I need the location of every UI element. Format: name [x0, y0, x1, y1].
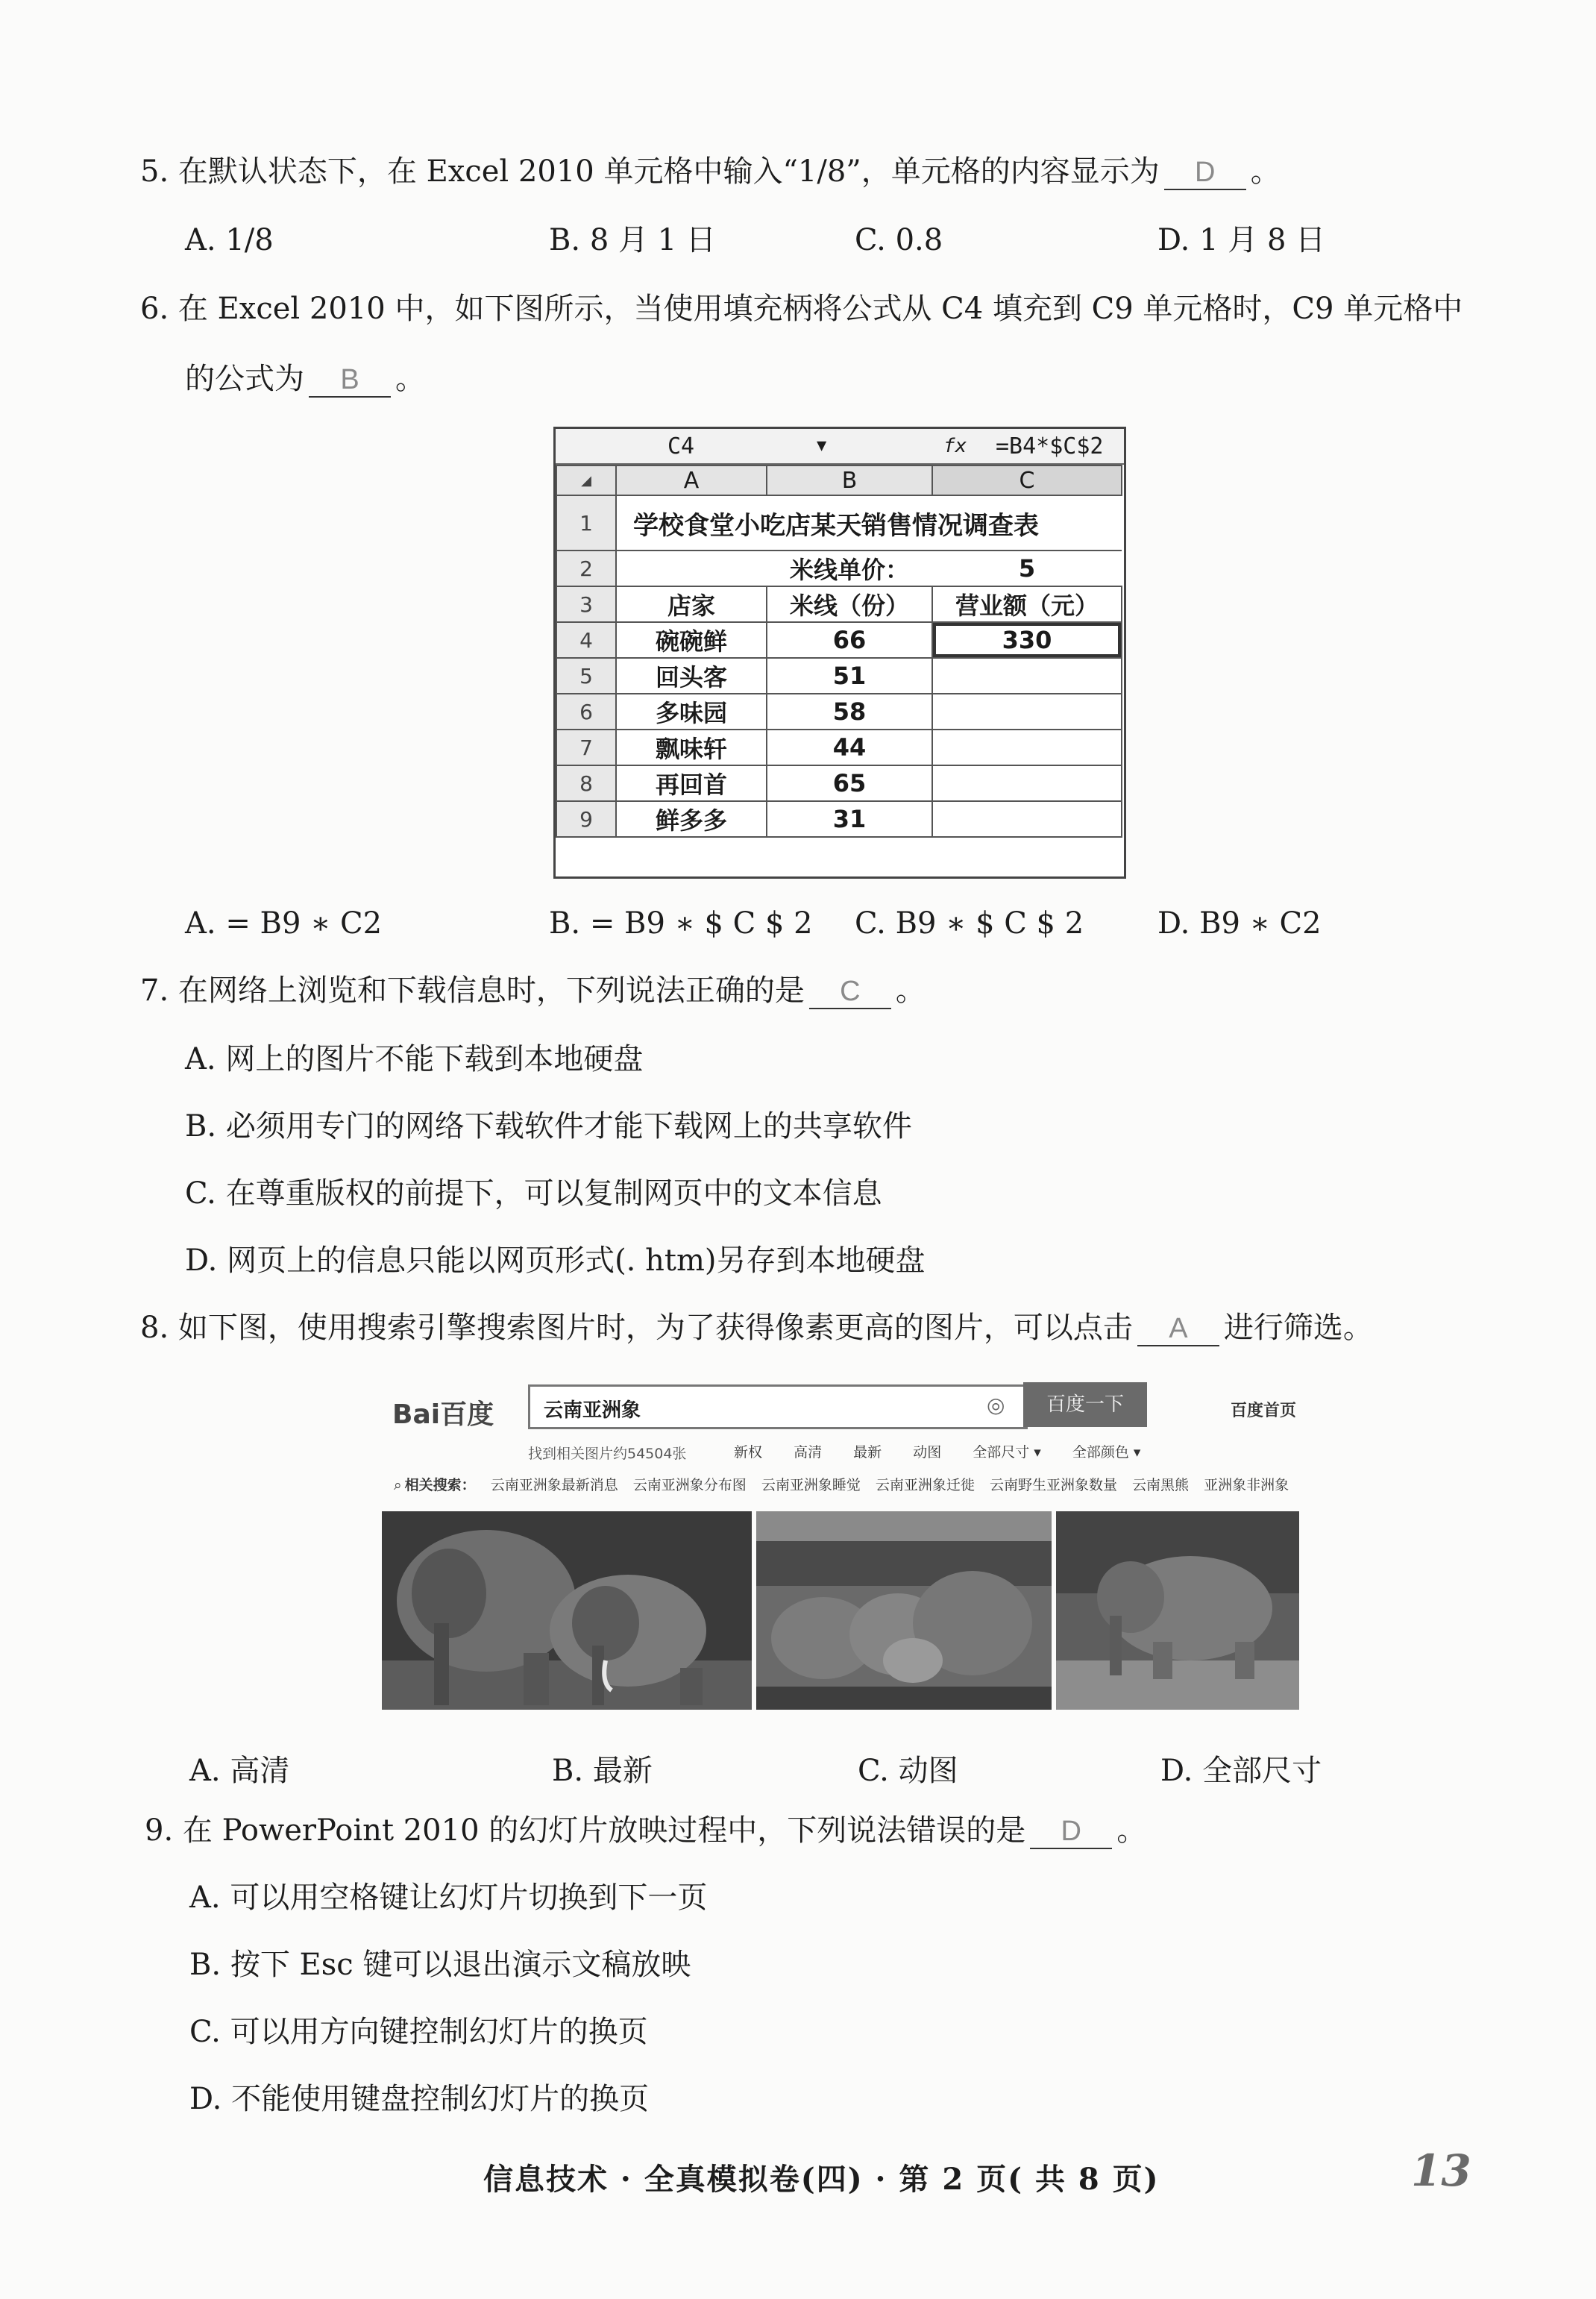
filter-bar [734, 1441, 1167, 1461]
related-link[interactable]: 云南亚洲象迁徙 [875, 1477, 975, 1493]
formula-bar [556, 429, 1124, 465]
option-c: C. 0.8 [855, 223, 943, 257]
punct: 。 [1116, 1813, 1147, 1848]
revenue-cell [932, 730, 1122, 765]
shop-cell: 鲜多多 [616, 801, 767, 837]
filter-latest[interactable]: 最新 [853, 1444, 882, 1461]
option-a: A. 网上的图片不能下载到本地硬盘 [185, 1042, 644, 1076]
col-header-c: C [932, 465, 1122, 495]
related-searches [394, 1474, 1299, 1494]
header-cell: 店家 [616, 586, 767, 622]
camera-icon[interactable]: ◎ [987, 1393, 1005, 1417]
answer-blank: D [1030, 1815, 1112, 1849]
excel-screenshot [553, 427, 1126, 879]
question-text: 的公式为 [185, 362, 304, 396]
search-query: 云南亚洲象 [544, 1399, 641, 1422]
search-button[interactable]: 百度一下 [1023, 1382, 1147, 1427]
punct: 。 [895, 973, 926, 1008]
option-a: A. 1/8 [185, 223, 274, 257]
question-number: 9. [145, 1813, 174, 1848]
question-number: 6. [140, 292, 169, 326]
shop-cell: 碗碗鲜 [616, 622, 767, 658]
shop-cell: 回头客 [616, 658, 767, 694]
option-d: D. 不能使用键盘控制幻灯片的换页 [189, 2082, 650, 2116]
option-b: B. 8 月 1 日 [549, 223, 716, 257]
option-d: D. B9 ∗ C2 [1157, 906, 1322, 941]
question-8 [140, 1308, 1373, 1347]
question-text: 如下图，使用搜索引擎搜索图片时，为了获得像素更高的图片，可以点击 [177, 1311, 1133, 1345]
filter-hd[interactable]: 高清 [794, 1444, 823, 1461]
home-link[interactable]: 百度首页 [1231, 1402, 1297, 1420]
filter-copyright[interactable]: 新权 [734, 1444, 763, 1461]
row-number: 1 [556, 495, 616, 551]
spreadsheet-grid [556, 465, 1122, 838]
elephant-photo-3[interactable] [1056, 1511, 1299, 1710]
related-link[interactable]: 云南黑熊 [1132, 1477, 1190, 1493]
question-number: 7. [140, 973, 169, 1008]
question-6 [140, 289, 1463, 328]
revenue-cell [932, 658, 1122, 694]
option-b: B. 按下 Esc 键可以退出演示文稿放映 [189, 1948, 691, 1982]
count-cell: 51 [767, 658, 932, 694]
formula-text: =B4*$C$2 [996, 433, 1104, 460]
row-number: 2 [556, 551, 616, 586]
answer-blank: D [1164, 156, 1246, 190]
option-b: B. 最新 [552, 1754, 653, 1788]
elephant-photo-1[interactable] [382, 1511, 752, 1710]
question-text: 在网络上浏览和下载信息时，下列说法正确的是 [177, 973, 805, 1008]
page-number: 13 [1411, 2145, 1471, 2196]
question-6-line2 [185, 360, 425, 398]
count-cell: 44 [767, 730, 932, 765]
revenue-cell [932, 801, 1122, 837]
option-a: A. = B9 ∗ C2 [185, 906, 383, 941]
revenue-cell-selected: 330 [932, 622, 1122, 658]
question-7 [140, 971, 926, 1010]
question-number: 8. [140, 1311, 169, 1345]
option-a: A. 高清 [189, 1754, 290, 1788]
filter-animated[interactable]: 动图 [913, 1444, 942, 1461]
row-number: 3 [556, 586, 616, 622]
option-d: D. 网页上的信息只能以网页形式(. htm)另存到本地硬盘 [185, 1243, 926, 1278]
answer-blank: C [809, 975, 891, 1009]
option-d: D. 全部尺寸 [1160, 1754, 1322, 1788]
row-number: 7 [556, 730, 616, 765]
related-link[interactable]: 云南野生亚洲象数量 [989, 1477, 1117, 1493]
col-header-b: B [767, 465, 932, 495]
option-c: C. 在尊重版权的前提下，可以复制网页中的文本信息 [185, 1176, 882, 1211]
option-c: C. 可以用方向键控制幻灯片的换页 [189, 2015, 648, 2049]
option-c: C. B9 ∗ $ C $ 2 [855, 906, 1084, 941]
option-c: C. 动图 [858, 1754, 958, 1788]
related-label: 相关搜索： [404, 1477, 476, 1493]
revenue-cell [932, 694, 1122, 730]
filter-all-sizes[interactable]: 全部尺寸 ▾ [973, 1444, 1041, 1461]
answer-blank: A [1137, 1312, 1219, 1346]
shop-cell: 多味园 [616, 694, 767, 730]
question-text-end: 进行筛选。 [1223, 1311, 1373, 1345]
table-title: 学校食堂小吃店某天销售情况调查表 [616, 495, 1122, 551]
question-number: 5. [140, 154, 169, 189]
option-d: D. 1 月 8 日 [1157, 223, 1326, 257]
question-text: 在 PowerPoint 2010 的幻灯片放映过程中，下列说法错误的是 [182, 1813, 1026, 1848]
result-count: 找到相关图片约54504张 [528, 1446, 687, 1462]
question-text: 在 Excel 2010 中，如下图所示，当使用填充柄将公式从 C4 填充到 C9 单元格时，C9 单元格中 [177, 292, 1463, 326]
punct: 。 [395, 362, 425, 396]
row-number: 5 [556, 658, 616, 694]
search-icon: ⌕ [394, 1477, 402, 1493]
question-5 [140, 152, 1281, 191]
count-cell: 31 [767, 801, 932, 837]
row-number: 9 [556, 801, 616, 837]
filter-all-colors[interactable]: 全部颜色 ▾ [1072, 1444, 1141, 1461]
name-box: C4 [667, 433, 695, 460]
count-cell: 58 [767, 694, 932, 730]
question-9 [145, 1811, 1146, 1850]
header-cell: 营业额（元） [932, 586, 1122, 622]
corner-cell: ◢ [556, 465, 616, 495]
col-header-a: A [616, 465, 767, 495]
shop-cell: 飘味轩 [616, 730, 767, 765]
option-b: B. = B9 ∗ $ C $ 2 [549, 906, 813, 941]
unit-value: 5 [932, 551, 1122, 586]
option-a: A. 可以用空格键让幻灯片切换到下一页 [189, 1881, 708, 1915]
related-link[interactable]: 亚洲象非洲象 [1204, 1477, 1289, 1493]
shop-cell: 再回首 [616, 765, 767, 801]
header-cell: 米线（份） [767, 586, 932, 622]
row-number: 8 [556, 765, 616, 801]
option-b: B. 必须用专门的网络下载软件才能下载网上的共享软件 [185, 1109, 912, 1144]
question-text: 在默认状态下，在 Excel 2010 单元格中输入“1/8”，单元格的内容显示为 [177, 154, 1160, 189]
baidu-logo: Bai百度 [392, 1399, 494, 1430]
unit-label: 米线单价： [767, 551, 932, 586]
fx-icon: fx [943, 435, 967, 457]
row-number: 4 [556, 622, 616, 658]
related-link[interactable]: 云南亚洲象分布图 [632, 1477, 747, 1493]
page-footer: 信息技术 · 全真模拟卷(四) · 第 2 页( 共 8 页) [483, 2162, 1160, 2197]
answer-blank: B [309, 363, 391, 398]
punct: 。 [1250, 154, 1281, 189]
empty-cell [616, 551, 767, 586]
related-link[interactable]: 云南亚洲象睡觉 [761, 1477, 861, 1493]
revenue-cell [932, 765, 1122, 801]
related-link[interactable]: 云南亚洲象最新消息 [490, 1477, 618, 1493]
count-cell: 65 [767, 765, 932, 801]
count-cell: 66 [767, 622, 932, 658]
elephant-photo-2[interactable] [756, 1511, 1052, 1710]
dropdown-icon: ▼ [817, 436, 827, 455]
search-input[interactable] [528, 1384, 1028, 1429]
row-number: 6 [556, 694, 616, 730]
